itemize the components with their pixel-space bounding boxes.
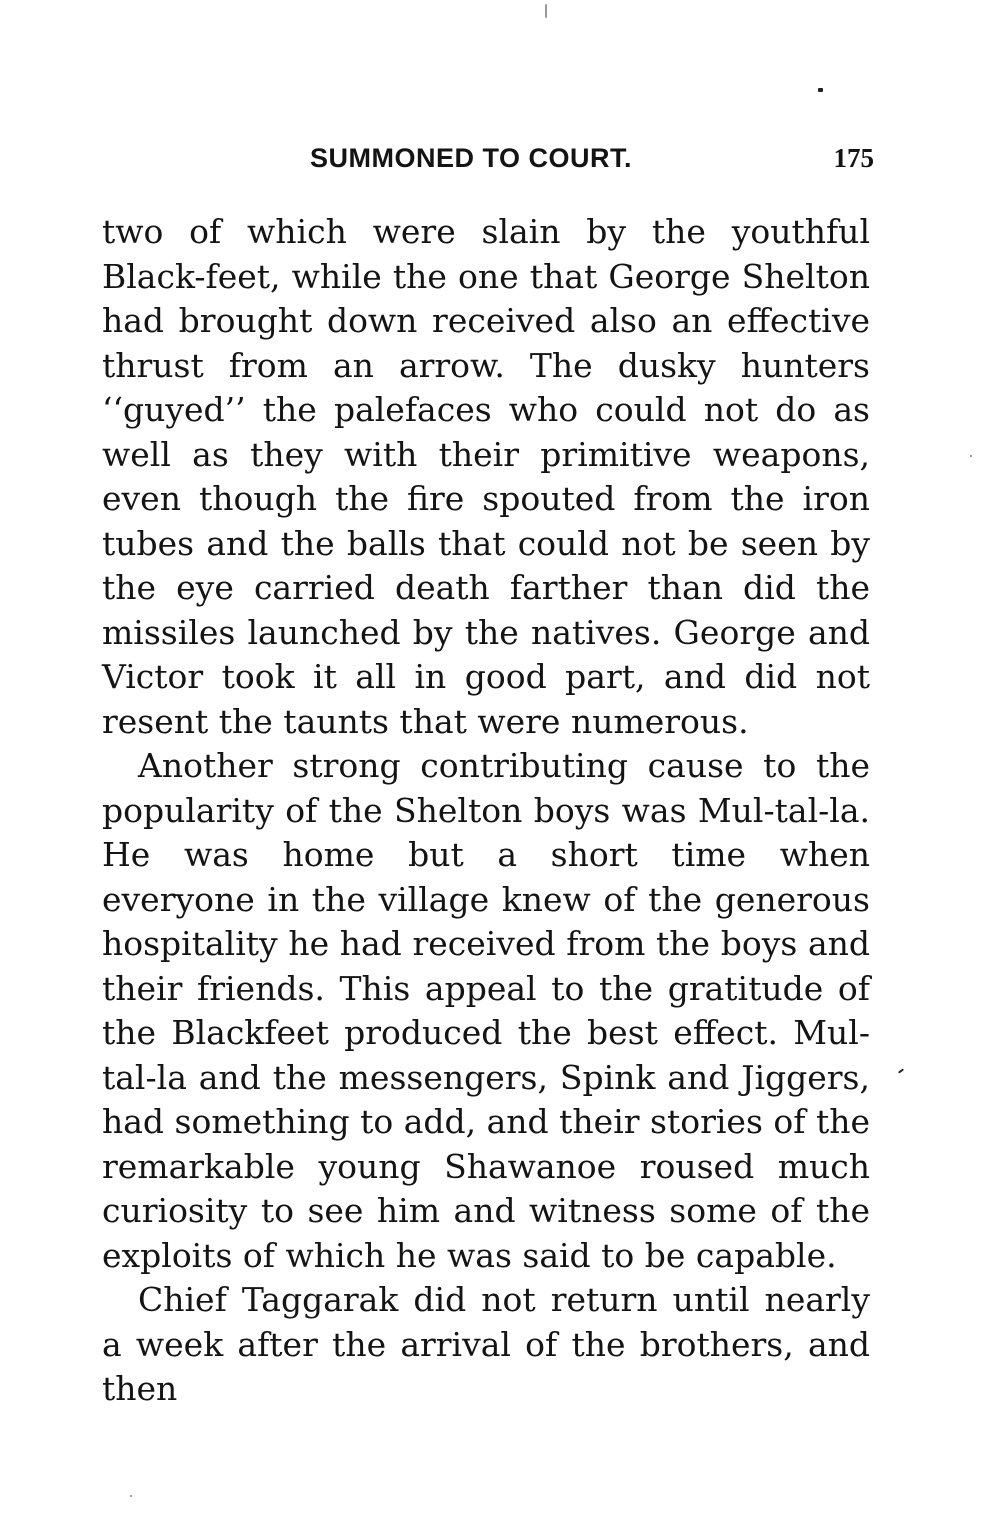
scan-speck	[970, 455, 972, 457]
body-text	[102, 210, 870, 1412]
running-title: SUMMONED TO COURT.	[310, 143, 633, 173]
paragraph-continued: two of which were slain by the youthful Black-feet, while the one that George Shelton had brought down received also an effective thrust from an arrow. The dusky hunters ‘‘guyed’’ the palefaces who could not do as well as they with their primitive weapons, even though the fire spouted from the iron tubes and the balls that could not be seen by the eye carried death farther than did the missiles launched by the natives. George and Victor took it all in good part, and did not resent the taunts that were numerous.	[102, 212, 870, 741]
scan-speck	[545, 4, 547, 18]
scan-speck	[818, 88, 823, 92]
page-number: 175	[833, 143, 874, 173]
running-head	[102, 143, 874, 183]
paragraph-shelton-popularity: Another strong contributing cause to the popularity of the Shelton boys was Mul-tal-la. He was home but a short time when everyone in the village knew of the generous hospitality he had received from the boys and their friends. This appeal to the gratitude of the Blackfeet produced the best effect. Mul-tal-la and the messengers, Spink and Jiggers, had something to add, and their stories of the remarkable young Shawanoe roused much curiosity to see him and witness some of the exploits of which he was said to be capable.	[102, 746, 870, 1275]
scan-speck	[130, 1495, 132, 1497]
scan-speck	[898, 1068, 904, 1073]
paragraph-chief-taggarak: Chief Taggarak did not return until nearly a week after the arrival of the brothers, and then	[102, 1280, 870, 1408]
